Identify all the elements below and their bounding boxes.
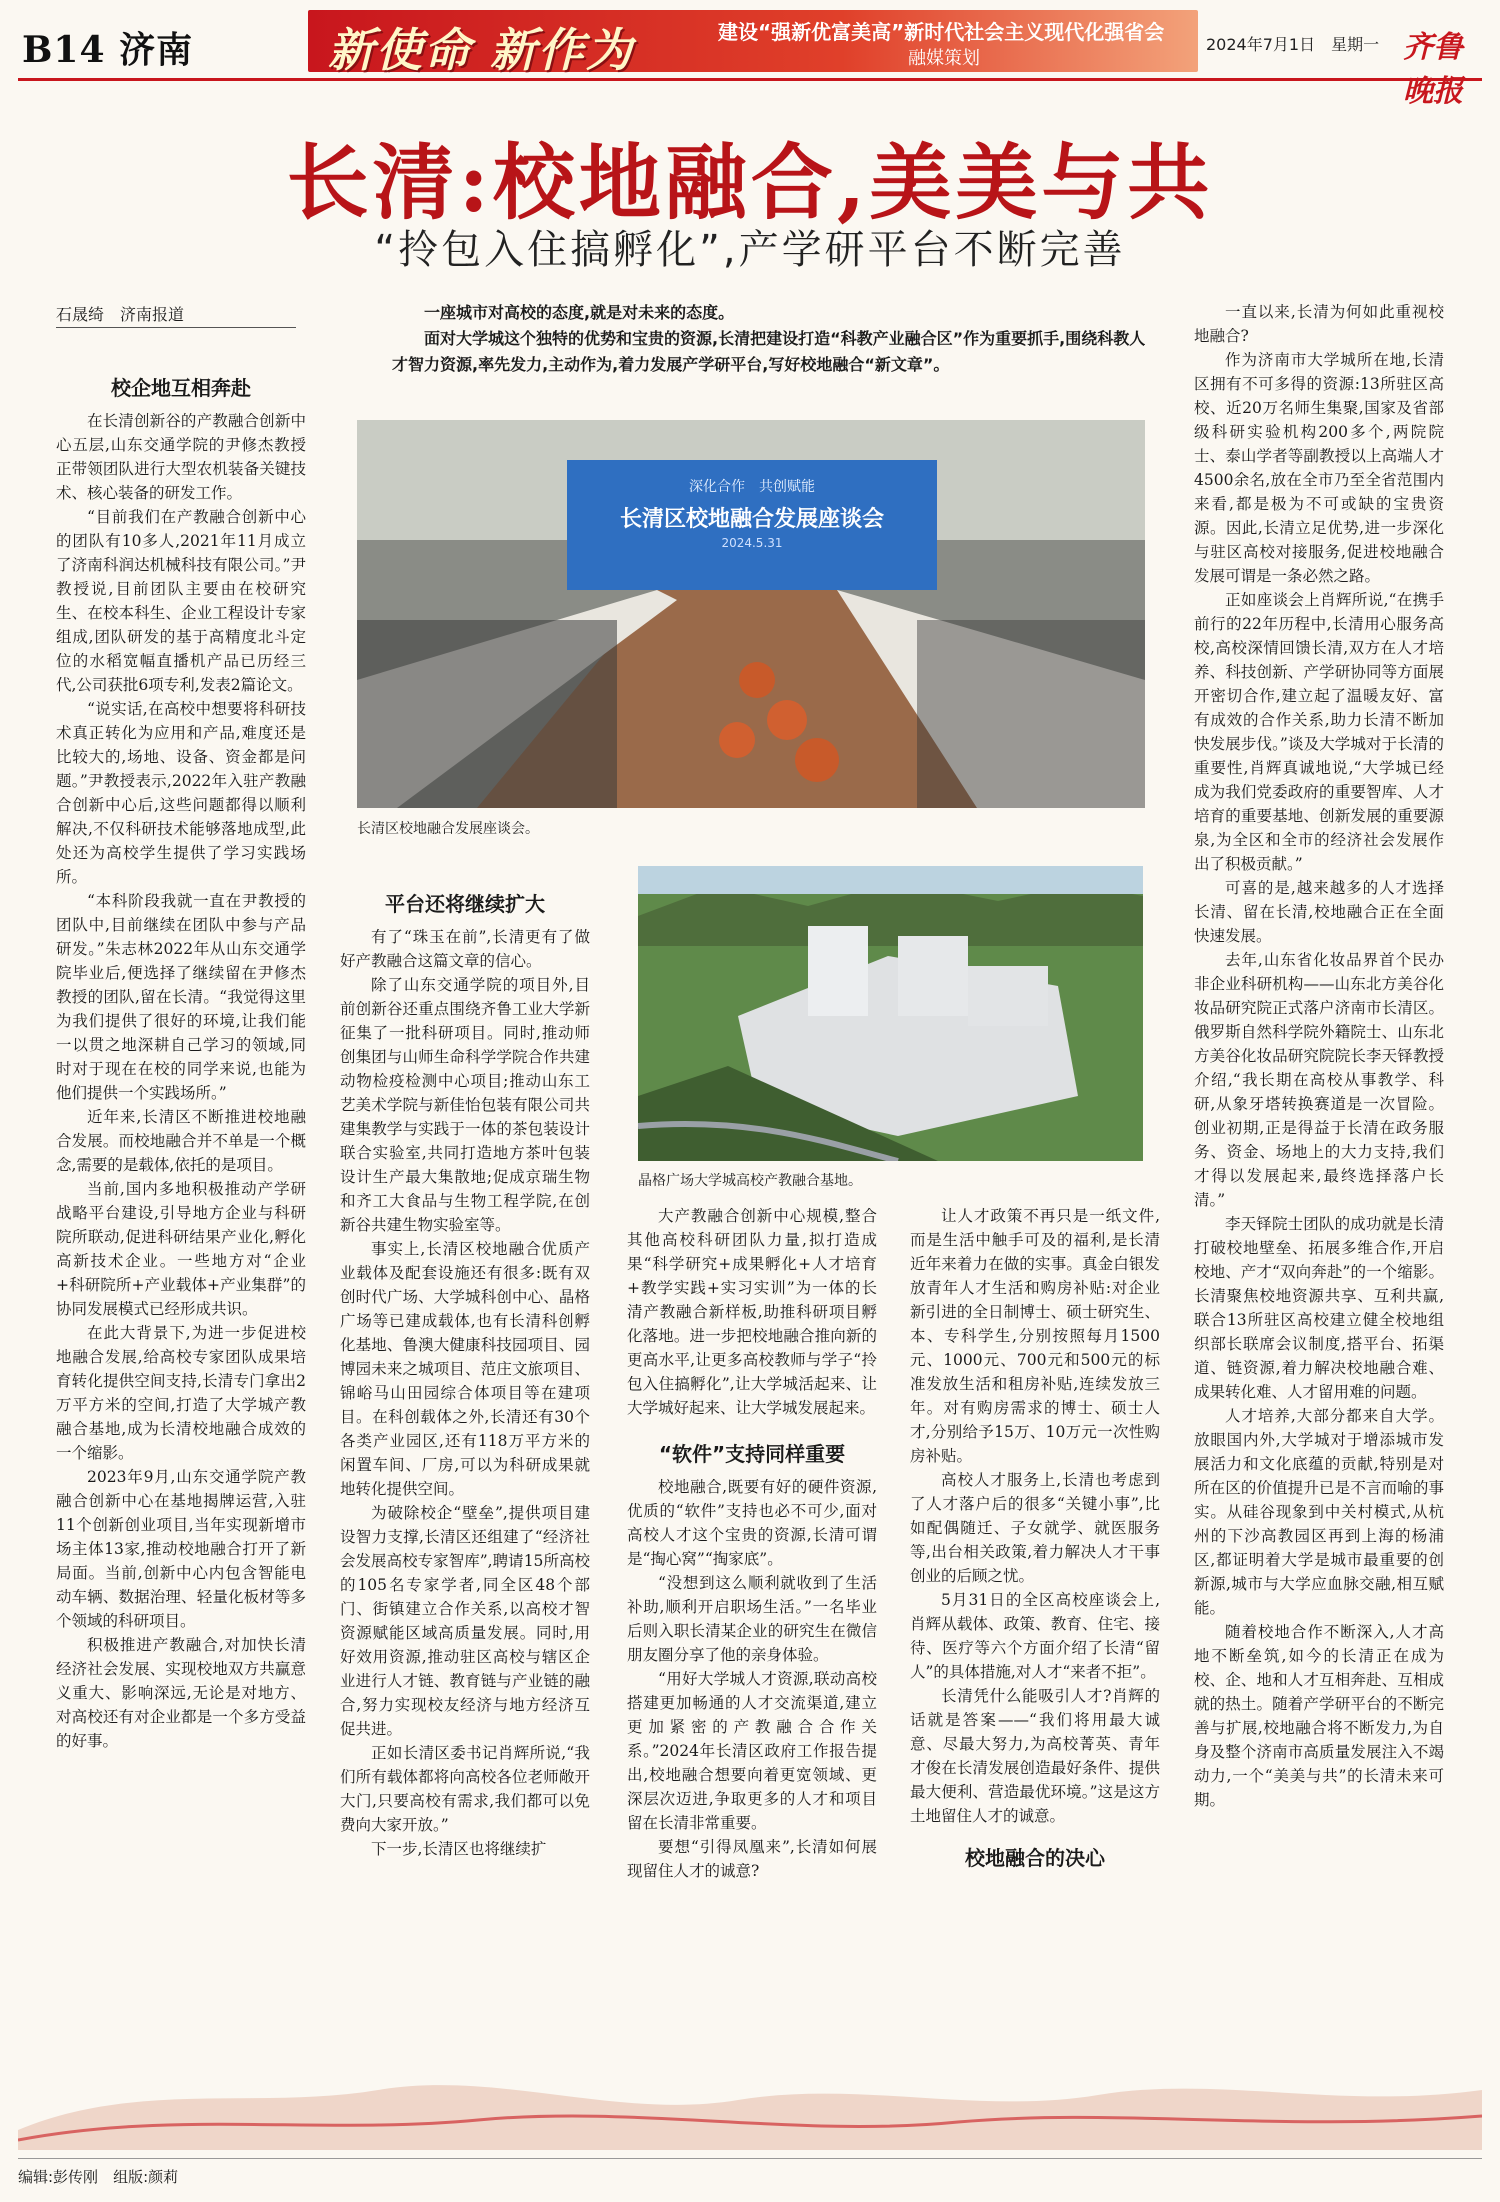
column-4 (910, 1204, 1160, 1879)
article-subtitle: “拎包入住搞孵化”,产学研平台不断完善 (374, 227, 1126, 273)
body-paragraph: 有了“珠玉在前”,长清更有了做好产教融合这篇文章的信心。 (340, 928, 590, 970)
great-wall-decoration (18, 2020, 1482, 2150)
body-paragraph: “说实话,在高校中想要将科研技术真正转化为应用和产品,难度还是比较大的,场地、设备、资金都是问题。”尹教授表示,2022年入驻产教融合创新中心后,这些问题都得以顺利解决,不仅科研技术能够落地成型,此处还为高校学生提供了学习实践场所。 (56, 700, 306, 886)
body-paragraph: 5月31日的全区高校座谈会上,肖辉从载体、政策、教育、住宅、接待、医疗等六个方面介绍了长清“留人”的具体措施,对人才“来者不拒”。 (910, 1591, 1160, 1681)
body-paragraph: 下一步,长清区也将继续扩 (371, 1840, 547, 1858)
body-paragraph: “用好大学城人才资源,联动高校搭建更加畅通的人才交流渠道,建立更加紧密的产教融合合作关系。”2024年长清区政府工作报告提出,校地融合想要向着更宽领域、更深层次迈进,争取更多的人才和项目留在长清非常重要。 (627, 1670, 877, 1832)
header-column-name: 融媒策划 (908, 48, 980, 69)
header-slogan: 新使命 新作为 (328, 23, 635, 77)
issue-date: 2024年7月1日 星期一 (1206, 35, 1380, 54)
lead-paragraph: 面对大学城这个独特的优势和宝贵的资源,长清把建设打造“科教产业融合区”作为重要抓手,围绕科教人才智力资源,率先发力,主动作为,着力发展产学研平台,写好校地融合“新文章”。 (392, 329, 1146, 374)
body-paragraph: 去年,山东省化妆品界首个民办非企业科研机构——山东北方美谷化妆品研究院正式落户济南市长清区。俄罗斯自然科学院外籍院士、山东北方美谷化妆品研究院院长李天铎教授介绍,“我长期在高校从事教学、科研,从象牙塔转换赛道是一次冒险。创业初期,正是得益于长清在政务服务、资金、场地上的大力支持,我们才得以发展起来,最终选择落户长清。” (1194, 951, 1444, 1209)
body-paragraph: 校地融合,既要有好的硬件资源,优质的“软件”支持也必不可少,面对高校人才这个宝贵的资源,长清可谓是“掏心窝”“掏家底”。 (627, 1478, 877, 1568)
header-subtitle: 建设“强新优富美高”新时代社会主义现代化强省会 (718, 20, 1165, 44)
meeting-banner-text: 长清区校地融合发展座谈会 (619, 507, 884, 532)
body-paragraph: 高校人才服务上,长清也考虑到了人才落户后的很多“关键小事”,比如配偶随迁、子女就学、就医服务等,出台相关政策,着力解决人才干事创业的后顾之忧。 (910, 1471, 1160, 1585)
body-paragraph: 除了山东交通学院的项目外,目前创新谷还重点围绕齐鲁工业大学新征集了一批科研项目。同时,推动师创集团与山师生命科学学院合作共建动物检疫检测中心项目;推动山东工艺美术学院与新佳怡包装有限公司共建集教学与实践于一体的茶包装设计联合实验室,共同打造地方茶叶包装设计生产最大集散地;促成京瑞生物和齐工大食品与生物工程学院,在创新谷共建生物实验室等。 (340, 976, 590, 1234)
body-paragraph: 在此大背景下,为进一步促进校地融合发展,给高校专家团队成果培育转化提供空间支持,长清专门拿出2万平方米的空间,打造了大学城产教融合基地,成为长清校地融合成效的一个缩影。 (56, 1324, 306, 1462)
column-1 (56, 362, 306, 1753)
section-heading: 校地融合的决心 (965, 1846, 1105, 1870)
page-header (18, 10, 1482, 109)
body-paragraph: “目前我们在产教融合创新中心的团队有10多人,2021年11月成立了济南科润达机械科技有限公司。”尹教授说,目前团队主要由在校研究生、在校本科生、企业工程设计专家组成,团队研发的基于高精度北斗定位的水稻宽幅直播机产品已历经三代,公司获批6项专利,发表2篇论文。 (56, 508, 306, 694)
body-paragraph: 积极推进产教融合,对加快长清经济社会发展、实现校地双方共赢意义重大、影响深远,无论是对地方、对高校还有对企业都是一个多方受益的好事。 (56, 1636, 306, 1750)
meeting-banner-tagline: 深化合作 共创赋能 (689, 479, 815, 495)
body-paragraph: 让人才政策不再只是一纸文件,而是生活中触手可及的福利,是长清近年来着力在做的实事。真金白银发放青年人才生活和购房补贴:对企业新引进的全日制博士、硕士研究生、本、专科学生,分别按照每月1500元、1000元、700元和500元的标准发放生活和租房补贴,连续发放三年。对有购房需求的博士、硕士人才,分别给予15万、10万元一次性购房补贴。 (910, 1207, 1160, 1465)
column-5 (1194, 300, 1444, 1812)
article-title: 长清:校地融合,美美与共 (286, 135, 1214, 231)
body-paragraph: 要想“引得凤凰来”,长清如何展现留住人才的诚意? (627, 1838, 877, 1880)
page-number-section: B14 济南 (22, 29, 194, 71)
body-paragraph: 一直以来,长清为何如此重视校地融合? (1194, 303, 1444, 345)
photo-caption: 晶格广场大学城高校产教融合基地。 (638, 1173, 862, 1189)
body-paragraph: 事实上,长清区校地融合优质产业载体及配套设施还有很多:既有双创时代广场、大学城科创中心、晶格广场等已建成载体,也有长清科创孵化基地、鲁澳大健康科技园项目、园博园未来之城项目、范庄文旅项目、锦峪马山田园综合体项目等在建项目。在科创载体之外,长清还有30个各类产业园区,还有118万平方米的闲置车间、厂房,可以为科研成果就地转化提供空间。 (340, 1240, 590, 1498)
campus-photo (638, 866, 1143, 1161)
body-paragraph: “没想到这么顺利就收到了生活补助,顺利开启职场生活。”一名毕业后则入职长清某企业的研究生在微信朋友圈分享了他的亲身体验。 (627, 1574, 877, 1664)
body-paragraph: 正如长清区委书记肖辉所说,“我们所有载体都将向高校各位老师敞开大门,只要高校有需求,我们都可以免费向大家开放。” (340, 1744, 590, 1834)
body-paragraph: “本科阶段我就一直在尹教授的团队中,目前继续在团队中参与产品研发。”朱志林2022年从山东交通学院毕业后,便选择了继续留在尹修杰教授的团队,留在长清。“我觉得这里为我们提供了很好的环境,让我们能一以贯之地深耕自己学习的领域,同时对于现在在校的同学来说,也能为他们提供一个实践场所。” (56, 892, 306, 1102)
footer-credits: 编辑:彭传刚 组版:颜莉 (18, 2168, 179, 2186)
lead-paragraph: 一座城市对高校的态度,就是对未来的态度。 (424, 303, 735, 322)
body-paragraph: 正如座谈会上肖辉所说,“在携手前行的22年历程中,长清用心服务高校,高校深情回馈长清,双方在人才培养、科技创新、产学研协同等方面展开密切合作,建立起了温暖友好、富有成效的合作关系,助力长清不断加快发展步伐。”谈及大学城对于长清的重要性,肖辉真诚地说,“大学城已经成为我们党委政府的重要智库、人才培育的重要基地、创新发展的重要源泉,为全区和全市的经济社会发展作出了积极贡献。” (1194, 591, 1444, 873)
body-paragraph: 李天铎院士团队的成功就是长清打破校地壁垒、拓展多维合作,开启校地、产才“双向奔赴”的一个缩影。长清聚焦校地资源共享、互利共赢,联合13所驻区高校建立健全校地组织部长联席会议制度,搭平台、拓渠道、链资源,着力解决校地融合难、成果转化难、人才留用难的问题。 (1194, 1215, 1444, 1401)
column-2 (340, 878, 590, 1861)
body-paragraph: 近年来,长清区不断推进校地融合发展。而校地融合并不单是一个概念,需要的是载体,依托的是项目。 (56, 1108, 306, 1174)
footer-rule (18, 2158, 1482, 2159)
body-paragraph: 大产教融合创新中心规模,整合其他高校科研团队力量,拟打造成果“科学研究+成果孵化+人才培育+教学实践+实习实训”为一体的长清产教融合新样板,助推科研项目孵化落地。进一步把校地融合推向新的更高水平,让更多高校教师与学子“拎包入住搞孵化”,让大学城活起来、让大学城好起来、让大学城发展起来。 (627, 1207, 877, 1417)
campus-photo-drawing (638, 866, 1143, 1161)
body-paragraph: 在长清创新谷的产教融合创新中心五层,山东交通学院的尹修杰教授正带领团队进行大型农机装备关键技术、核心装备的研发工作。 (56, 412, 306, 502)
column-3 (627, 1204, 877, 1883)
body-paragraph: 当前,国内多地积极推动产学研战略平台建设,引导地方企业与科研院所联动,促进科研结果产业化,孵化高新技术企业。一些地方对“企业+科研院所+产业载体+产业集群”的协同发展模式已经形成共识。 (56, 1180, 306, 1318)
meeting-photo (357, 420, 1145, 808)
section-heading: 校企地互相奔赴 (111, 376, 251, 400)
article-lead (392, 300, 1152, 378)
newspaper-logo: 齐鲁晚报 (1403, 30, 1463, 109)
body-paragraph: 2023年9月,山东交通学院产教融合创新中心在基地揭牌运营,入驻11个创新创业项目,当年实现新增市场主体13家,推动校地融合打开了新局面。当前,创新中心内包含智能电动车辆、数据治理、轻量化板材等多个领域的科研项目。 (56, 1468, 306, 1630)
body-paragraph: 人才培养,大部分都来自大学。放眼国内外,大学城对于增添城市发展活力和文化底蕴的贡献,特别是对所在区的价值提升已是不言而喻的事实。从硅谷现象到中关村模式,从杭州的下沙高教园区再到上海的杨浦区,都证明着大学是城市最重要的创新源,城市与大学应血脉交融,相互赋能。 (1194, 1407, 1444, 1617)
section-heading: 平台还将继续扩大 (385, 892, 545, 916)
meeting-banner-date: 2024.5.31 (721, 536, 783, 550)
photo-caption: 长清区校地融合发展座谈会。 (357, 821, 539, 837)
body-paragraph: 作为济南市大学城所在地,长清区拥有不可多得的资源:13所驻区高校、近20万名师生集聚,国家及省部级科研实验机构200多个,两院院士、泰山学者等副教授以上高端人才4500余名,放在全市乃至全省范围内来看,都是极为不可或缺的宝贵资源。因此,长清立足优势,进一步深化与驻区高校对接服务,促进校地融合发展可谓是一条必然之路。 (1194, 351, 1444, 585)
body-paragraph: 可喜的是,越来越多的人才选择长清、留在长清,校地融合正在全面快速发展。 (1194, 879, 1444, 945)
body-paragraph: 长清凭什么能吸引人才?肖辉的话就是答案——“我们将用最大诚意、尽最大努力,为高校菁英、青年才俊在长清发展创造最好条件、提供最大便利、营造最优环境。”这是这方土地留住人才的诚意。 (910, 1687, 1160, 1825)
body-paragraph: 为破除校企“壁垒”,提供项目建设智力支撑,长清区还组建了“经济社会发展高校专家智库”,聘请15所高校的105名专家学者,同全区48个部门、街镇建立合作关系,以高校才智资源赋能区域高质量发展。同时,用好效用资源,推动驻区高校与辖区企业进行人才链、教育链与产业链的融合,努力实现校友经济与地方经济互促共进。 (340, 1504, 590, 1738)
section-heading: “软件”支持同样重要 (658, 1442, 846, 1466)
body-paragraph: 随着校地合作不断深入,人才高地不断垒筑,如今的长清正在成为校、企、地和人才互相奔赴、互相成就的热土。随着产学研平台的不断完善与扩展,校地融合将不断发力,为自身及整个济南市高质量发展注入不竭动力,一个“美美与共”的长清未来可期。 (1194, 1623, 1444, 1809)
byline: 石晟绮 济南报道 (56, 302, 296, 328)
